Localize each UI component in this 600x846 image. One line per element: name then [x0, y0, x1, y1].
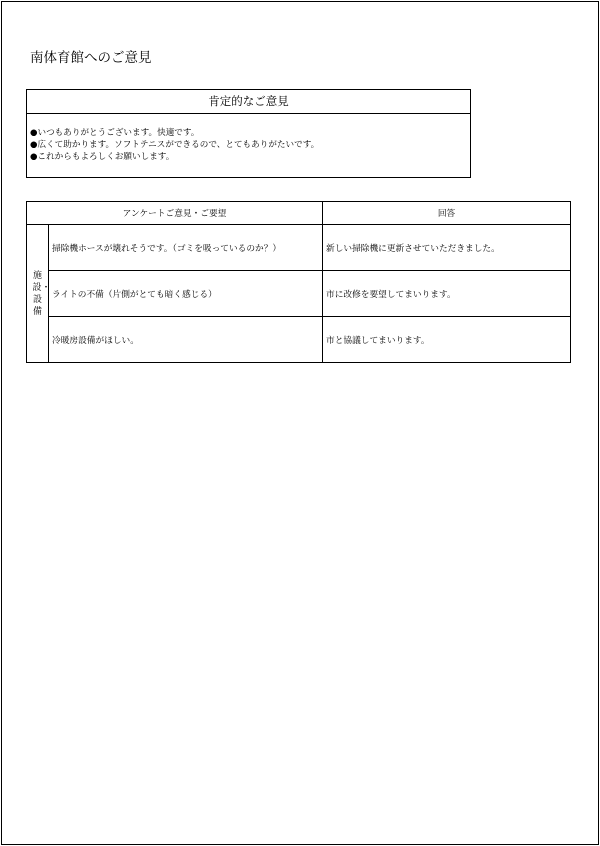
request-cell: ライトの不備（片側がとても暗く感じる） [49, 271, 323, 317]
positive-feedback-header: 肯定的なご意見 [27, 90, 470, 114]
answer-cell: 新しい掃除機に更新させていただきました。 [323, 225, 571, 271]
request-cell: 掃除機ホースが壊れそうです。（ゴミを吸っているのか？） [49, 225, 323, 271]
document-title: 南体育館へのご意見 [30, 50, 152, 66]
table-row [27, 225, 571, 271]
category-cell [27, 225, 49, 363]
positive-feedback-line: ●広くて助かります。ソフトテニスができるので、とてもありがたいです。 [30, 140, 320, 150]
positive-feedback-line: ●いつもありがとうございます。快適です。 [30, 128, 200, 138]
requests-table [26, 201, 571, 363]
request-column-header: アンケートご意見・ご要望 [27, 202, 323, 225]
positive-feedback-line: ●これからもよろしくお願いします。 [30, 152, 175, 162]
positive-feedback-box [26, 89, 471, 178]
table-row [27, 317, 571, 363]
answer-cell: 市と協議してまいります。 [323, 317, 571, 363]
answer-cell: 市に改修を要望してまいります。 [323, 271, 571, 317]
table-row [27, 271, 571, 317]
category-label: 施設・設備 [32, 270, 51, 317]
request-cell: 冷暖房設備がほしい。 [49, 317, 323, 363]
table-header-row [27, 202, 571, 225]
positive-feedback-body [27, 114, 470, 163]
answer-column-header: 回答 [323, 202, 571, 225]
